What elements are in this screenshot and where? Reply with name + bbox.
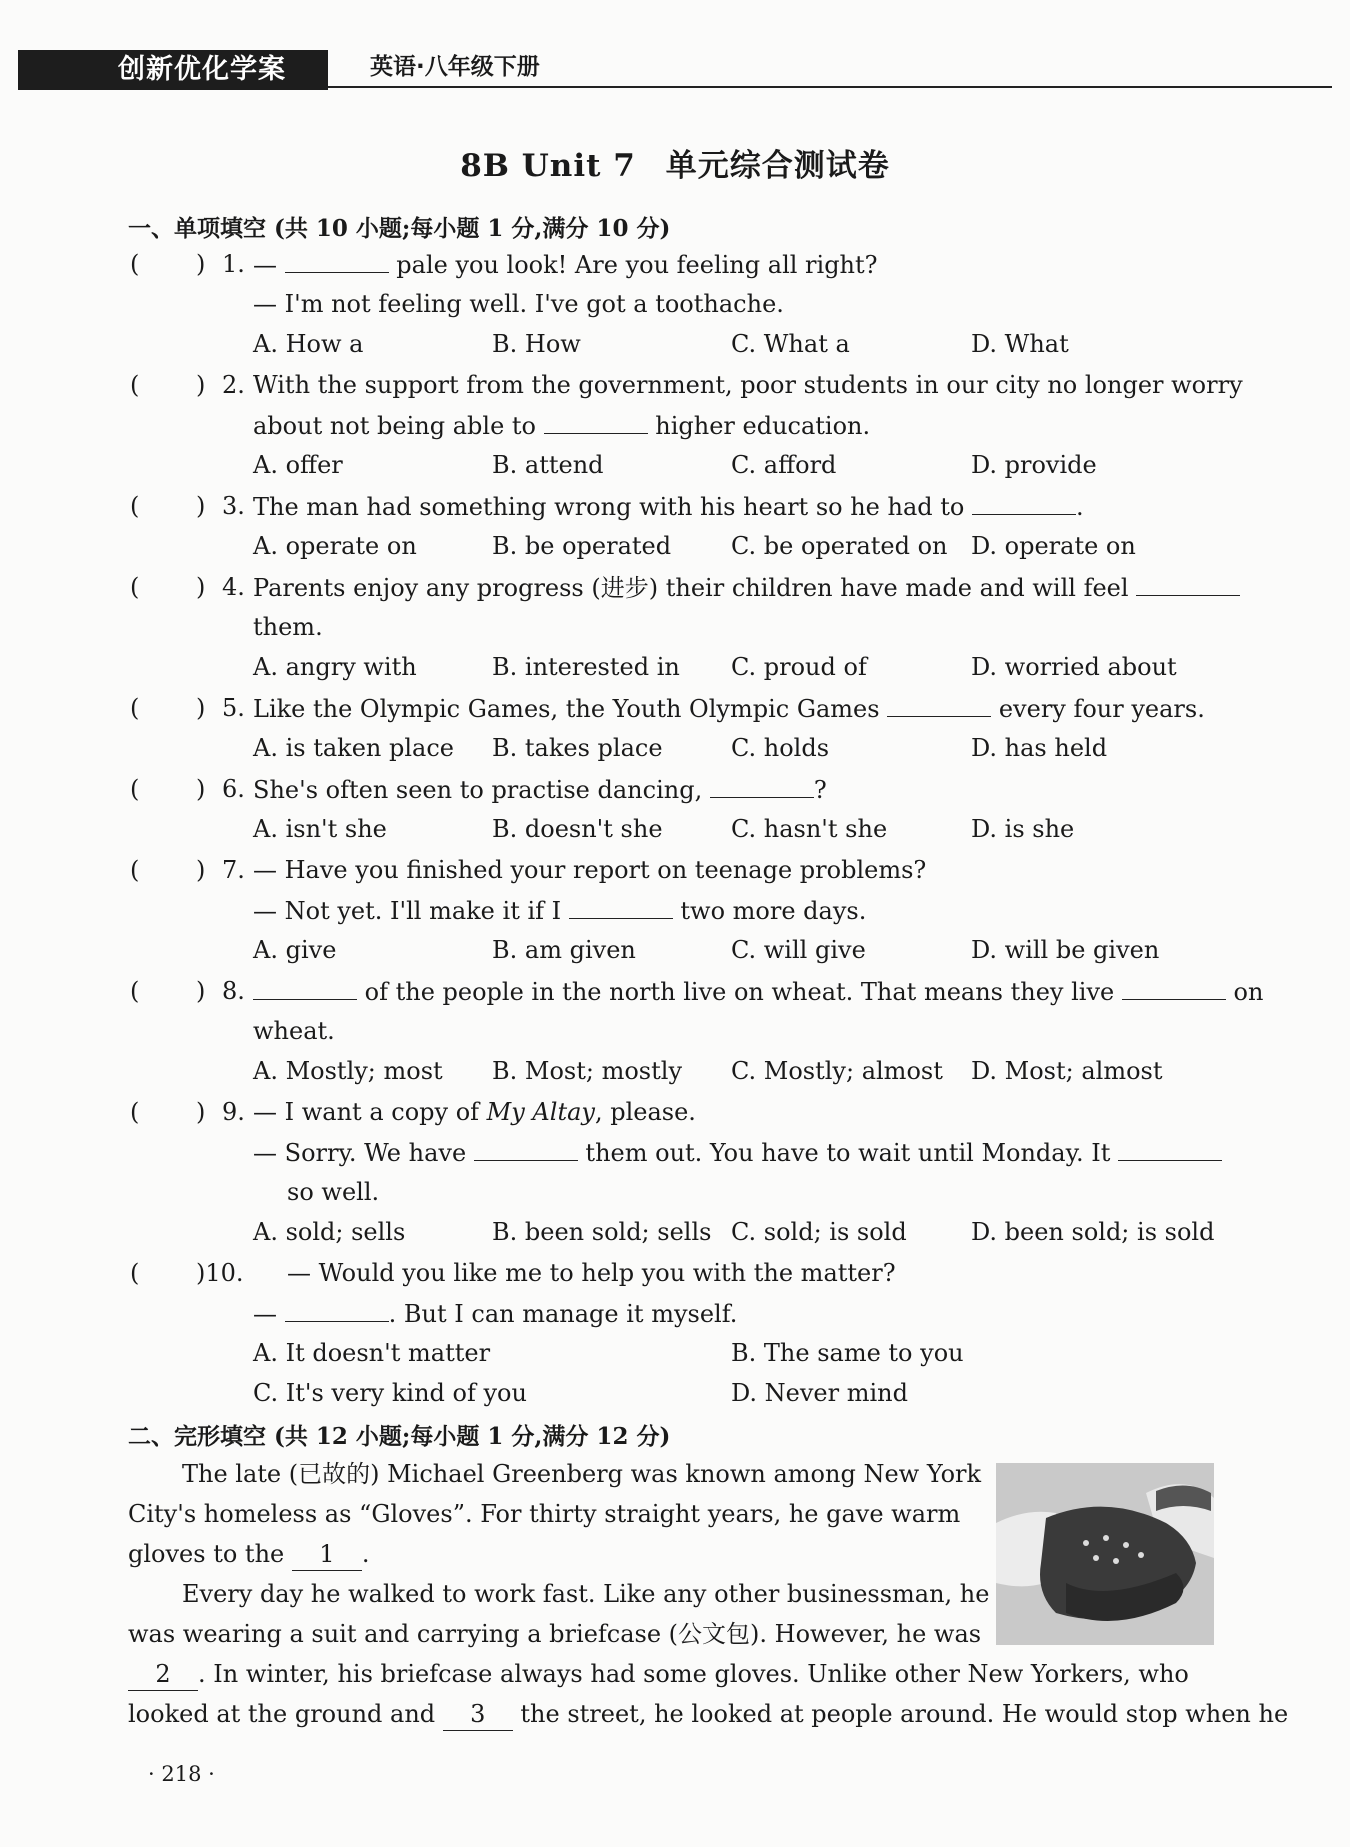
q10-stem: — Would you like me to help you with the matter? [287,1259,896,1287]
q10-option-c[interactable]: C. It's very kind of you [253,1379,527,1407]
q6-stem: She's often seen to practise dancing, ? [253,773,827,806]
q4-option-c[interactable]: C. proud of [731,653,867,681]
brand-banner: 创新优化学案 [18,50,328,90]
passage-line-6: 2 . In winter, his briefcase always had some gloves. Unlike other New Yorkers, who [128,1658,1189,1691]
q8-stem-2: wheat. [253,1017,335,1045]
q9-reply: — Sorry. We have them out. You have to wait until Monday. It [253,1136,1222,1169]
book-title: My Altay [486,1098,595,1126]
passage-line-1: The late (已故的) Michael Greenberg was known among New York [182,1460,982,1488]
q7-option-c[interactable]: C. will give [731,936,866,964]
q1-option-c[interactable]: C. What a [731,330,850,358]
q5-option-d[interactable]: D. has held [971,734,1108,762]
q9-option-a[interactable]: A. sold; sells [253,1218,406,1246]
passage-line-2: City's homeless as “Gloves”. For thirty straight years, he gave warm [128,1500,961,1528]
q4-stem-2: them. [253,613,323,641]
gloves-photo [996,1463,1214,1645]
q10-option-d[interactable]: D. Never mind [731,1379,908,1407]
q5-option-a[interactable]: A. is taken place [253,734,454,762]
header-rule [328,86,1332,88]
paren-10[interactable]: ( [130,1259,140,1287]
q9-option-c[interactable]: C. sold; is sold [731,1218,907,1246]
paren-6[interactable]: ( [130,775,140,803]
paren-3[interactable]: ( [130,492,140,520]
q10-option-b[interactable]: B. The same to you [731,1339,964,1367]
q3-option-c[interactable]: C. be operated on [731,532,948,560]
q4-option-d[interactable]: D. worried about [971,653,1177,681]
q4-stem: Parents enjoy any progress (进步) their children have made and will feel [253,571,1240,604]
q7-option-d[interactable]: D. will be given [971,936,1160,964]
q3-blank[interactable] [972,490,1076,515]
paren-1[interactable]: ( [130,250,140,278]
q6-option-b[interactable]: B. doesn't she [492,815,663,843]
q3-option-d[interactable]: D. operate on [971,532,1136,560]
page-title [0,140,1350,185]
test-name: 单元综合测试卷 [665,148,890,184]
q7-option-b[interactable]: B. am given [492,936,636,964]
q7-num: 7. [222,856,245,884]
q2-option-c[interactable]: C. afford [731,451,837,479]
q7-blank[interactable] [569,894,673,919]
q7-reply: — Not yet. I'll make it if I two more days. [253,894,866,927]
q3-option-b[interactable]: B. be operated [492,532,672,560]
q8-blank-2[interactable] [1122,975,1226,1000]
q9-option-d[interactable]: D. been sold; is sold [971,1218,1215,1246]
q6-option-a[interactable]: A. isn't she [253,815,387,843]
q5-blank[interactable] [887,692,991,717]
cloze-blank-3[interactable]: 3 [443,1698,513,1731]
q8-option-c[interactable]: C. Mostly; almost [731,1057,943,1085]
q5-option-b[interactable]: B. takes place [492,734,663,762]
q8-num: 8. [222,977,245,1005]
paren-7[interactable]: ( [130,856,140,884]
paren-2[interactable]: ( [130,371,140,399]
q2-option-a[interactable]: A. offer [253,451,343,479]
section1-heading: 一、单项填空 (共 10 小题;每小题 1 分,满分 10 分) [128,215,671,242]
q2-blank[interactable] [544,409,648,434]
paren-4[interactable]: ( [130,573,140,601]
q10-num: )10. [196,1259,244,1287]
q1-blank[interactable] [285,248,389,273]
q9-reply-2: so well. [287,1178,380,1206]
paren-9[interactable]: ( [130,1098,140,1126]
q8-option-d[interactable]: D. Most; almost [971,1057,1163,1085]
q7-option-a[interactable]: A. give [253,936,337,964]
q10-reply: — . But I can manage it myself. [253,1297,737,1330]
paren-5[interactable]: ( [130,694,140,722]
q1-reply: — I'm not feeling well. I've got a toothache. [253,290,784,318]
q8-option-a[interactable]: A. Mostly; most [253,1057,443,1085]
q2-option-d[interactable]: D. provide [971,451,1097,479]
q9-blank-1[interactable] [474,1136,578,1161]
q9-blank-2[interactable] [1118,1136,1222,1161]
q7-stem: — Have you finished your report on teenage problems? [253,856,927,884]
q3-num: 3. [222,492,245,520]
cloze-blank-1[interactable]: 1 [292,1538,362,1571]
q1-option-b[interactable]: B. How [492,330,581,358]
q1-stem: — pale you look! Are you feeling all right? [253,248,878,281]
q5-num: 5. [222,694,245,722]
unit-label: 8B Unit 7 [460,148,636,184]
paren-1-close: ) [196,250,206,278]
page-number: · 218 · [148,1762,215,1786]
paren-8[interactable]: ( [130,977,140,1005]
q8-blank-1[interactable] [253,975,357,1000]
q2-option-b[interactable]: B. attend [492,451,604,479]
q4-option-b[interactable]: B. interested in [492,653,680,681]
q4-num: 4. [222,573,245,601]
q8-stem: of the people in the north live on wheat. That means they live on [253,975,1263,1008]
q10-blank[interactable] [285,1297,389,1322]
q4-blank[interactable] [1136,571,1240,596]
section2-heading: 二、完形填空 (共 12 小题;每小题 1 分,满分 12 分) [128,1423,671,1450]
q1-num: 1. [222,250,245,278]
q5-option-c[interactable]: C. holds [731,734,830,762]
q1-option-d[interactable]: D. What [971,330,1069,358]
q3-option-a[interactable]: A. operate on [253,532,417,560]
q1-option-a[interactable]: A. How a [253,330,364,358]
q2-stem: With the support from the government, poor students in our city no longer worry [253,371,1243,399]
q3-stem: The man had something wrong with his heart so he had to . [253,490,1084,523]
q9-option-b[interactable]: B. been sold; sells [492,1218,712,1246]
passage-line-3: gloves to the 1 . [128,1538,370,1571]
q6-num: 6. [222,775,245,803]
q9-stem: — I want a copy of My Altay, please. [253,1098,696,1126]
passage-line-4: Every day he walked to work fast. Like any other businessman, he [182,1580,990,1608]
q8-option-b[interactable]: B. Most; mostly [492,1057,682,1085]
subject-label: 英语·八年级下册 [370,54,540,80]
q5-stem: Like the Olympic Games, the Youth Olympic Games every four years. [253,692,1205,725]
q2-stem-2: about not being able to higher education. [253,409,870,442]
q9-num: 9. [222,1098,245,1126]
q2-num: 2. [222,371,245,399]
q6-option-c[interactable]: C. hasn't she [731,815,888,843]
passage-line-5: was wearing a suit and carrying a briefcase (公文包). However, he was [128,1620,982,1648]
passage-line-7: looked at the ground and 3 the street, he looked at people around. He would stop when he [128,1698,1288,1731]
q6-blank[interactable] [710,773,814,798]
cloze-blank-2[interactable]: 2 [128,1658,198,1691]
q10-option-a[interactable]: A. It doesn't matter [253,1339,491,1367]
q4-option-a[interactable]: A. angry with [253,653,417,681]
q6-option-d[interactable]: D. is she [971,815,1075,843]
